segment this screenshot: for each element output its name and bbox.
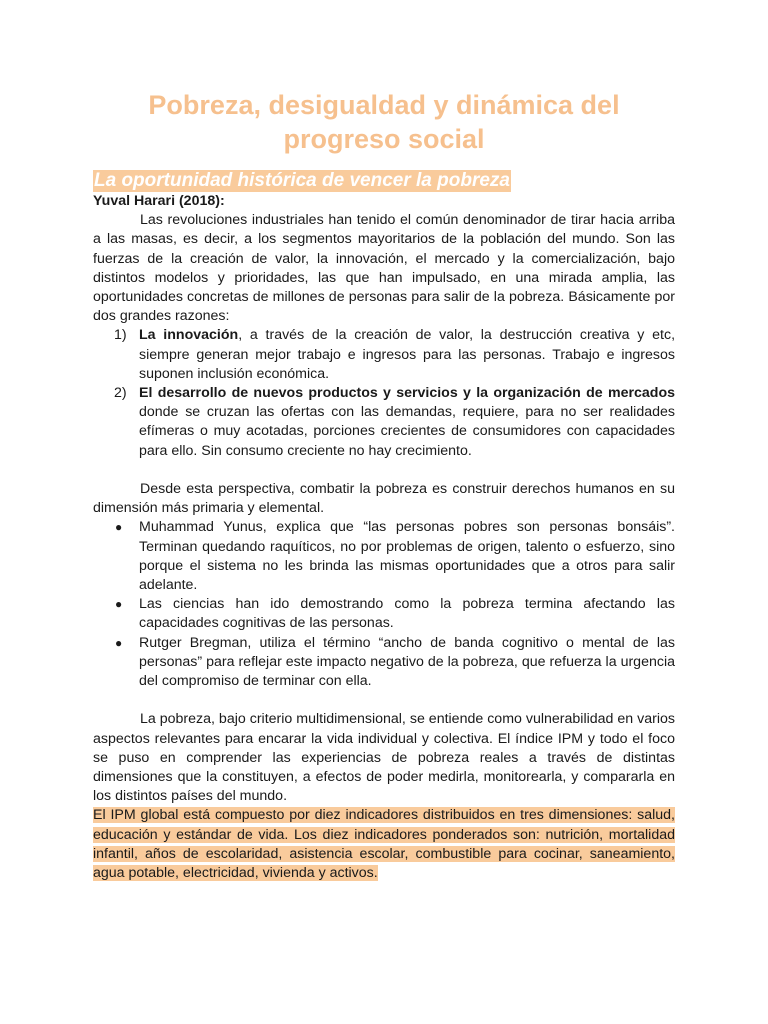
list-item <box>93 384 675 461</box>
list-item-text: Rutger Bregman, utiliza el término “ancho de banda cognitivo o mental de las personas” para reflejar este impacto negativo de la pobreza, que refuerza la urgencia del compromiso de terminar con ella. <box>139 634 675 690</box>
body-text <box>93 192 675 883</box>
paragraph-perspective: Desde esta perspectiva, combatir la pobreza es construir derechos humanos en su dimensión más primaria y elemental. <box>93 481 675 517</box>
blank-line <box>93 461 675 480</box>
list-number: 1) <box>114 327 127 344</box>
list-item-text: Las ciencias han ido demostrando como la pobreza termina afectando las capacidades cognitivas de las personas. <box>139 596 675 632</box>
list-item-bold: La innovación <box>139 327 239 344</box>
list-item <box>93 634 675 692</box>
list-item-bold: El desarrollo de nuevos productos y servicios y la organización de mercados <box>139 385 675 402</box>
author-label: Yuval Harari (2018): <box>93 193 225 209</box>
numbered-list <box>93 326 675 460</box>
list-item <box>93 518 675 595</box>
bullet-icon: ● <box>115 597 123 612</box>
bullet-list <box>93 518 675 691</box>
paragraph-highlighted <box>93 806 675 883</box>
highlighted-text: El IPM global está compuesto por diez indicadores distribuidos en tres dimensiones: salud, educación y estándar de vida. Los diez indicadores ponderados son: nutrición, mortalidad infantil, años de escolaridad, asistencia escolar, combustible para cocinar, saneamiento, agua potable, electricidad, vivienda y activos. <box>93 807 675 882</box>
bullet-icon: ● <box>115 635 123 650</box>
paragraph-intro: Las revoluciones industriales han tenido el común denominador de tirar hacia arriba a las masas, es decir, a los segmentos mayoritarios de la población del mundo. Son las fuerzas de la creación de valor, la innovación, el mercado y la comercialización, bajo distintos modelos y prioridades, las que han impulsado, en una mirada amplia, las oportunidades concretas de millones de personas para salir de la pobreza. Básicamente por dos grandes razones: <box>93 212 675 325</box>
section-heading: La oportunidad histórica de vencer la pobreza <box>94 170 510 191</box>
list-item-text: Muhammad Yunus, explica que “las personas pobres son personas bonsáis”. Terminan quedando raquíticos, no por problemas de origen, talento o esfuerzo, sino porque el sistema no les brinda las mismas oportunidades que a otros para salir adelante. <box>139 519 675 594</box>
bullet-icon: ● <box>115 520 123 535</box>
paragraph-multidimensional: La pobreza, bajo criterio multidimensional, se entiende como vulnerabilidad en varios aspectos relevantes para encarar la vida individual y colectiva. El índice IPM y todo el foco se puso en comprender las experiencias de pobreza reales a través de distintas dimensiones que la constituyen, a efectos de poder medirla, monitorearla, y compararla en los distintos países del mundo. <box>93 711 675 805</box>
list-item-text: donde se cruzan las ofertas con las demandas, requiere, para no ser realidades efímeras o muy acotadas, porciones crecientes de consumidores con capacidades para ello. Sin consumo creciente no hay crecimiento. <box>139 404 675 459</box>
list-item-text: , a través de la creación de valor, la destrucción creativa y etc, siempre generan mejor trabajo e ingresos para las personas. Trabajo e ingresos suponen inclusión económica. <box>139 327 676 382</box>
page-title: Pobreza, desigualdad y dinámica del progreso social <box>148 90 620 154</box>
list-item <box>93 326 675 384</box>
list-item <box>93 595 675 633</box>
blank-line <box>93 691 675 710</box>
list-number: 2) <box>114 385 127 402</box>
